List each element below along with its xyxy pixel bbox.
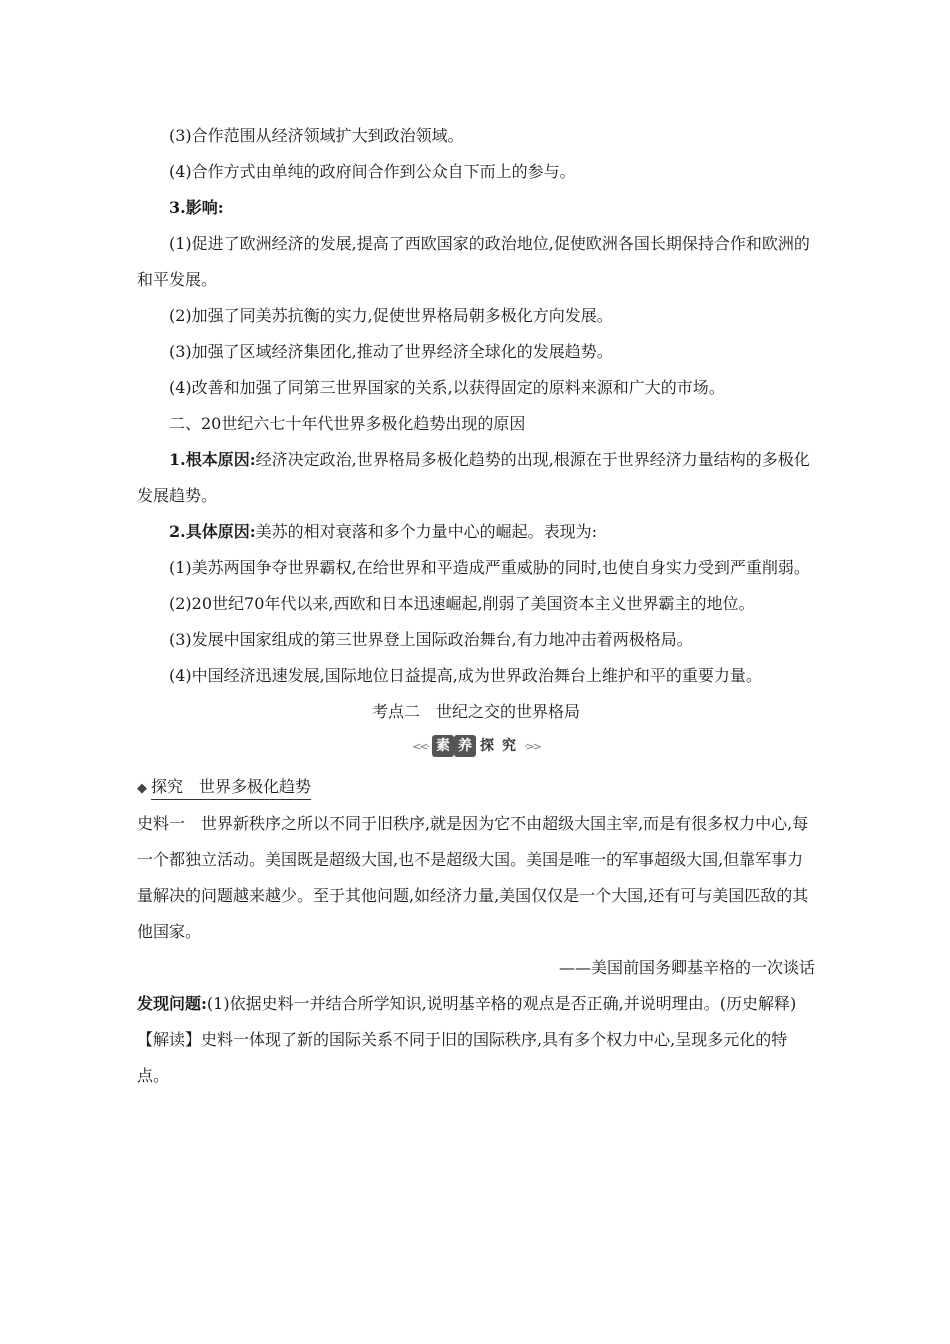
- badge-char: 素: [432, 735, 454, 757]
- answer-paragraph: [137, 1022, 815, 1094]
- question-text: (1)依据史料一并结合所学知识,说明基辛格的观点是否正确,并说明理由。(历史解释): [206, 994, 797, 1013]
- paragraph: (4)改善和加强了同第三世界国家的关系,以获得固定的原料来源和广大的市场。: [169, 378, 725, 397]
- root-cause-paragraph: [137, 442, 815, 514]
- list-item: (3)发展中国家组成的第三世界登上国际政治舞台,有力地冲击着两极格局。: [169, 630, 693, 649]
- specific-cause-text: 美苏的相对衰落和多个力量中心的崛起。表现为:: [255, 522, 598, 541]
- paragraph: (3)合作范围从经济领域扩大到政治领域。: [169, 126, 464, 145]
- source-attribution: ——美国前国务卿基辛格的一次谈话: [558, 958, 815, 977]
- document-body: [137, 118, 815, 1094]
- section-heading: 二、20世纪六七十年代世界多极化趋势出现的原因: [169, 414, 526, 433]
- specific-cause-paragraph: [137, 514, 815, 550]
- badge-char: 养: [454, 735, 476, 757]
- diamond-icon: ◆: [137, 780, 147, 796]
- paragraph: (2)加强了同美苏抗衡的实力,促使世界格局朝多极化方向发展。: [169, 306, 613, 325]
- root-cause-text: 经济决定政治,世界格局多极化趋势的出现,根源在于世界经济力量结构的多极化发展趋势。: [137, 450, 810, 505]
- section-title: 考点二 世纪之交的世界格局: [371, 702, 580, 721]
- list-item: (1)美苏两国争夺世界霸权,在给世界和平造成严重威胁的同时,也使自身实力受到严重削弱。: [169, 558, 810, 577]
- answer-text: 史料一体现了新的国际关系不同于旧的国际秩序,具有多个权力中心,呈现多元化的特点。: [137, 1030, 788, 1085]
- subheading-impact: 3.影响:: [169, 198, 224, 217]
- specific-cause-label: 2.具体原因:: [169, 522, 256, 541]
- question-paragraph: [137, 986, 815, 1022]
- paragraph: (3)加强了区域经济集团化,推动了世界经济全球化的发展趋势。: [169, 342, 613, 361]
- source-paragraph: 史料一 世界新秩序之所以不同于旧秩序,就是因为它不由超级大国主宰,而是有很多权力中心,每一个都独立活动。美国既是超级大国,也不是超级大国。美国是唯一的军事超级大国,但靠军事力量解决的问题越来越少。至于其他问题,如经济力量,美国仅仅是一个大国,还有可与美国匹敌的其他国家。: [137, 814, 809, 941]
- badge-char: 探: [480, 738, 494, 754]
- paragraph: (4)合作方式由单纯的政府间合作到公众自下而上的参与。: [169, 162, 576, 181]
- list-item: (4)中国经济迅速发展,国际地位日益提高,成为世界政治舞台上维护和平的重要力量。: [169, 666, 762, 685]
- question-label: 发现问题:: [137, 994, 207, 1013]
- root-cause-label: 1.根本原因:: [169, 450, 256, 469]
- paragraph: (1)促进了欧洲经济的发展,提高了西欧国家的政治地位,促使欧洲各国长期保持合作和欧洲的和平发展。: [137, 234, 810, 289]
- list-item: (2)20世纪70年代以来,西欧和日本迅速崛起,削弱了美国资本主义世界霸主的地位。: [169, 594, 755, 613]
- literacy-explore-banner: [137, 732, 815, 760]
- chevron-right-icon: ·>>: [524, 739, 540, 753]
- badge-char: 究: [502, 738, 516, 754]
- chevron-left-icon: <<·: [412, 739, 428, 753]
- probe-title: 探究 世界多极化趋势: [151, 776, 311, 800]
- probe-heading: [137, 770, 815, 806]
- answer-label: 【解读】: [137, 1030, 202, 1049]
